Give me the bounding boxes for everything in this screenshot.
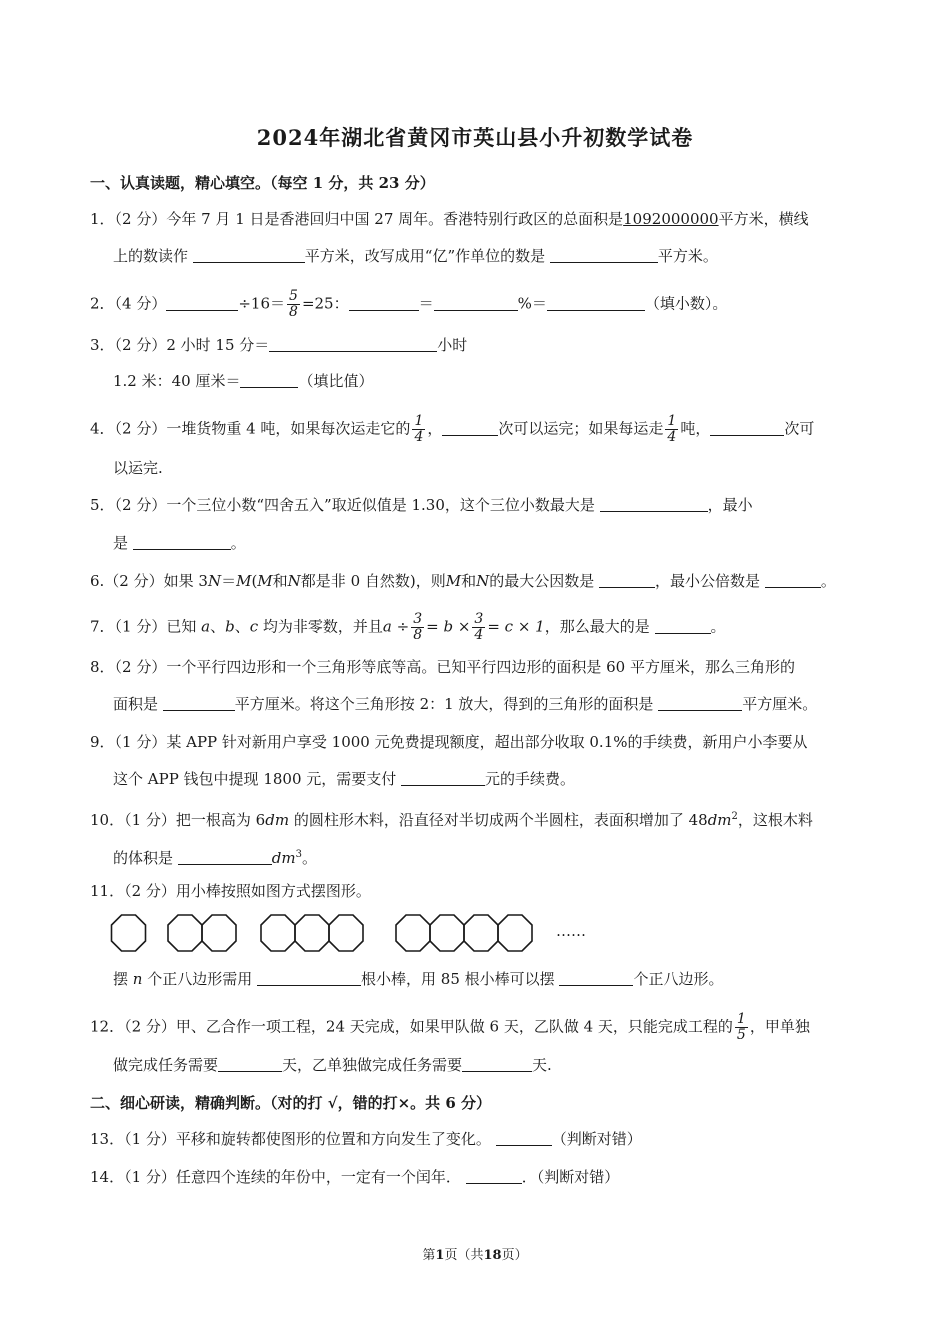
q6-text: 的最大公因数是 xyxy=(489,572,595,590)
q5-text: ，最小 xyxy=(707,496,753,514)
q13-text: 13．（1 分）平移和旋转都使图形的位置和方向发生了变化。 xyxy=(90,1130,491,1148)
q6-text: 和 xyxy=(272,572,288,590)
answer-blank[interactable] xyxy=(655,618,711,634)
answer-blank[interactable] xyxy=(466,1168,522,1184)
q2-text: ÷16＝ xyxy=(238,294,286,313)
answer-blank[interactable] xyxy=(349,295,419,311)
q6-text: 。 xyxy=(820,572,836,590)
question-1-line-1 xyxy=(90,208,870,230)
answer-blank[interactable] xyxy=(133,534,231,550)
q6-text: 6.（2 分）如果 3 xyxy=(90,572,208,590)
octagon xyxy=(295,915,329,951)
q7-text: ，那么最大的是 xyxy=(544,617,650,636)
answer-blank[interactable] xyxy=(166,295,238,311)
exponent: 3 xyxy=(295,849,302,860)
q10-text: 的圆柱形木料，沿直径对半切成两个半圆柱，表面积增加了 48 xyxy=(289,811,708,829)
answer-blank[interactable] xyxy=(163,695,235,711)
answer-blank[interactable] xyxy=(257,970,361,986)
fraction: $\frac{1}{5}$ xyxy=(736,1011,746,1043)
question-9-line-1: 9．（1 分）某 APP 针对新用户享受 1000 元免费提现额度，超出部分收取 0.1%的手续费，新用户小李要从 xyxy=(90,733,808,751)
question-7 xyxy=(90,612,870,643)
equation-part: = b × xyxy=(426,617,471,636)
octagon xyxy=(430,915,464,951)
answer-blank[interactable] xyxy=(240,372,298,388)
question-3-line-2 xyxy=(113,370,893,392)
q3-text: 小时 xyxy=(437,336,468,354)
question-11-line-2 xyxy=(113,968,893,990)
footer-text: 页） xyxy=(501,1248,528,1263)
octagon xyxy=(168,915,202,951)
footer-text: 第 xyxy=(422,1248,436,1263)
q12-text: ，甲单独 xyxy=(749,1017,810,1036)
q8-text: 面积是 xyxy=(113,695,159,713)
q4-text: 次可以运完；如果每运走 xyxy=(498,419,664,438)
q10-text: 10．（1 分）把一根高为 6 xyxy=(90,811,266,829)
octagon-pattern-figure xyxy=(108,911,553,957)
q2-text: =25： xyxy=(301,294,349,313)
unit-dm: dm xyxy=(707,811,732,829)
answer-blank[interactable] xyxy=(765,572,821,588)
q12-text: 天，乙单独做完成任务需要 xyxy=(282,1056,463,1074)
octagon xyxy=(202,915,236,951)
answer-blank[interactable] xyxy=(193,247,305,263)
octagon xyxy=(396,915,430,951)
var-n: n xyxy=(132,970,143,988)
q9-text: 这个 APP 钱包中提现 1800 元，需要支付 xyxy=(113,770,397,788)
q6-text: 都是非 0 自然数)，则 xyxy=(300,572,446,590)
q11-text: 个正八边形。 xyxy=(633,970,724,988)
q13-text: （判断对错） xyxy=(551,1130,642,1148)
total-pages: 18 xyxy=(483,1248,502,1263)
q6-text: ，最小公倍数是 xyxy=(655,572,761,590)
q2-text: 2．（4 分） xyxy=(90,294,167,313)
q7-text: 。 xyxy=(710,617,726,636)
answer-blank[interactable] xyxy=(269,336,437,352)
q5-text: 是 xyxy=(113,534,129,552)
q5-text: 。 xyxy=(230,534,246,552)
answer-blank[interactable] xyxy=(600,496,708,512)
q2-text: ＝ xyxy=(418,294,434,313)
question-8-line-1: 8．（2 分）一个平行四边形和一个三角形等底等高。已知平行四边形的面积是 60 平方厘米，那么三角形的 xyxy=(90,658,795,676)
answer-blank[interactable] xyxy=(496,1130,552,1146)
answer-blank[interactable] xyxy=(559,970,633,986)
q4-text: 4．（2 分）一堆货物重 4 吨，如果每次运走它的 xyxy=(90,419,411,438)
var-m: M xyxy=(445,572,462,590)
question-11-line-1: 11．（2 分）用小棒按照如图方式摆图形。 xyxy=(90,882,371,900)
fraction: $\frac{3}{8}$ xyxy=(413,611,423,643)
footer-text: 页（共 xyxy=(444,1248,484,1263)
q6-text: ＝ xyxy=(221,572,237,590)
equation-part: a ÷ xyxy=(382,617,410,636)
q1-area-number: 1092000000 xyxy=(623,210,719,228)
question-9-line-2 xyxy=(113,768,893,790)
answer-blank[interactable] xyxy=(599,572,655,588)
answer-blank[interactable] xyxy=(178,849,272,865)
question-10-line-2 xyxy=(113,844,893,869)
q3-text: 3．（2 分）2 小时 15 分＝ xyxy=(90,336,270,354)
q10-text: 的体积是 xyxy=(113,849,174,867)
question-12-line-1 xyxy=(90,1012,870,1043)
q12-text: 天. xyxy=(532,1056,552,1074)
q9-text: 元的手续费。 xyxy=(485,770,576,788)
question-1-line-2 xyxy=(113,245,893,267)
q7-text: 、 xyxy=(210,617,226,636)
q1-text: 1．（2 分）今年 7 月 1 日是香港回归中国 27 周年。香港特别行政区的总面积是 xyxy=(90,210,624,228)
q10-text: ，这根木料 xyxy=(737,811,813,829)
q1-text: 平方米。 xyxy=(657,247,718,265)
page-footer xyxy=(0,1244,950,1263)
question-13 xyxy=(90,1128,870,1150)
question-6 xyxy=(90,570,870,592)
var-m: M xyxy=(257,572,273,590)
var-b: b xyxy=(225,617,235,636)
octagon xyxy=(498,915,532,951)
q7-text: 均为非零数，并且 xyxy=(258,617,383,636)
question-5-line-2 xyxy=(113,532,893,554)
q11-text: 摆 xyxy=(113,970,129,988)
answer-blank[interactable] xyxy=(462,1056,532,1072)
fraction: $\frac{1}{4}$ xyxy=(414,413,424,445)
q6-text: 和 xyxy=(461,572,477,590)
equation-part: = c × 1 xyxy=(487,617,545,636)
q3-text: 1.2 米：40 厘米＝ xyxy=(113,372,241,390)
question-4-line-1 xyxy=(90,414,870,445)
answer-blank[interactable] xyxy=(547,295,645,311)
q4-text: 次可 xyxy=(784,419,815,438)
q6-text: ( xyxy=(251,572,258,590)
q4-text: 吨， xyxy=(680,419,711,438)
question-8-line-2 xyxy=(113,693,893,715)
section-heading-fill-blank: 一、认真读题，精心填空。（每空 1 分，共 23 分） xyxy=(90,174,435,192)
answer-blank[interactable] xyxy=(710,420,784,436)
q8-text: 平方厘米。将这个三角形按 2：1 放大，得到的三角形的面积是 xyxy=(234,695,654,713)
question-2 xyxy=(90,289,870,320)
section-heading-true-false: 二、细心研读，精确判断。（对的打 √，错的打×。共 6 分） xyxy=(90,1094,492,1112)
q12-text: 12．（2 分）甲、乙合作一项工程，24 天完成，如果甲队做 6 天，乙队做 4 天，只能完成工程的 xyxy=(90,1017,733,1036)
question-3-line-1 xyxy=(90,334,870,356)
unit-dm: dm xyxy=(271,849,296,867)
page-number: 1 xyxy=(435,1248,445,1263)
q11-text: 根小棒，用 85 根小棒可以摆 xyxy=(361,970,555,988)
fraction: $\frac{5}{8}$ xyxy=(289,288,298,320)
question-12-line-2 xyxy=(113,1054,893,1076)
q1-text: 上的数读作 xyxy=(113,247,189,265)
answer-blank[interactable] xyxy=(218,1056,282,1072)
q5-text: 5．（2 分）一个三位小数“四舍五入”取近似值是 1.30，这个三位小数最大是 xyxy=(90,496,595,514)
question-5-line-1 xyxy=(90,494,870,516)
answer-blank[interactable] xyxy=(550,247,658,263)
var-n: N xyxy=(207,572,222,590)
var-m: M xyxy=(236,572,252,590)
q7-text: 7．（1 分）已知 xyxy=(90,617,202,636)
q8-text: 平方厘米。 xyxy=(742,695,818,713)
continuation-ellipsis: …… xyxy=(556,922,586,940)
var-c: c xyxy=(249,617,259,636)
fraction: $\frac{3}{4}$ xyxy=(474,611,484,643)
question-10-line-1 xyxy=(90,806,870,831)
q1-text: 平方米，横线 xyxy=(718,210,809,228)
var-n: N xyxy=(476,572,490,590)
page-title: 2024年湖北省黄冈市英山县小升初数学试卷 xyxy=(256,125,694,150)
fraction: $\frac{1}{4}$ xyxy=(667,413,677,445)
octagon xyxy=(112,915,146,951)
question-4-line-2: 以运完. xyxy=(113,459,163,477)
q3-text: （填比值） xyxy=(298,372,374,390)
var-a: a xyxy=(201,617,211,636)
octagon xyxy=(464,915,498,951)
q4-text: ， xyxy=(427,419,443,438)
octagon xyxy=(329,915,363,951)
var-n: N xyxy=(287,572,301,590)
q2-text: （填小数）。 xyxy=(644,294,728,313)
unit-dm: dm xyxy=(265,811,290,829)
q2-text: %＝ xyxy=(517,294,547,313)
answer-blank[interactable] xyxy=(658,695,742,711)
q14-text: ．（判断对错） xyxy=(521,1168,620,1186)
q7-text: 、 xyxy=(234,617,250,636)
octagon xyxy=(261,915,295,951)
question-14 xyxy=(90,1166,870,1188)
answer-blank[interactable] xyxy=(442,420,498,436)
answer-blank[interactable] xyxy=(434,295,518,311)
answer-blank[interactable] xyxy=(401,770,485,786)
q10-text: 。 xyxy=(302,849,318,867)
q11-text: 个正八边形需用 xyxy=(142,970,253,988)
q12-text: 做完成任务需要 xyxy=(113,1056,219,1074)
q14-text: 14．（1 分）任意四个连续的年份中，一定有一个闰年． xyxy=(90,1168,461,1186)
exponent: 2 xyxy=(731,811,738,822)
q1-text: 平方米，改写成用“亿”作单位的数是 xyxy=(304,247,546,265)
